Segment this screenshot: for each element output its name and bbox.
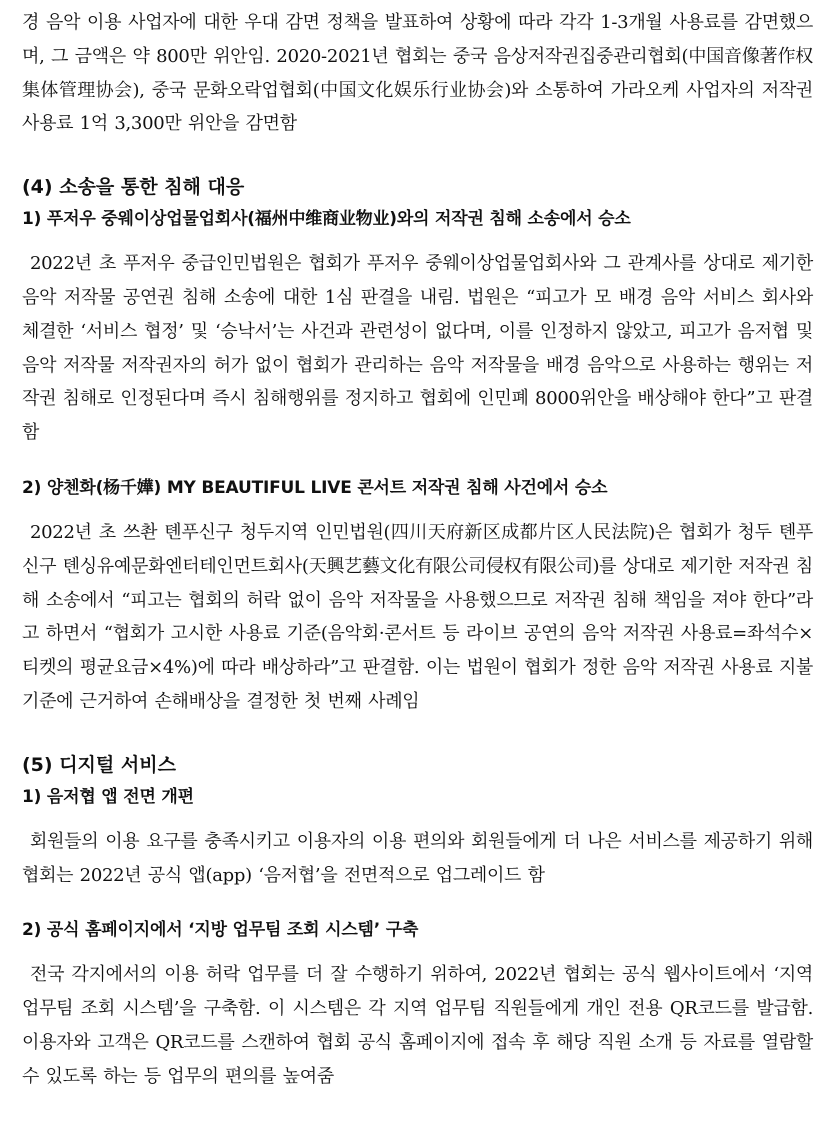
section-4-item-2-title: 2) 양첸화(杨千嬅) MY BEAUTIFUL LIVE 콘서트 저작권 침해 사건에서 승소 [22, 477, 608, 498]
section-5-item-1-title: 1) 음저협 앱 전면 개편 [22, 786, 194, 807]
section-4-item-1-title: 1) 푸저우 중웨이상업물업회사(福州中维商业物业)와의 저작권 침해 소송에서 승소 [22, 209, 631, 230]
intro-paragraph: 경 음악 이용 사업자에 대한 우대 감면 정책을 발표하여 상황에 따라 각각 1-3개월 사용료를 감면했으며, 그 금액은 약 800만 위안임. 2020-2021년 협회는 중국 음상저작권집중관리협회(中国音像著作权集体管理协会), 중국 문화오락업협회(中国文化娱乐行业协会)와 소통하여 가라오케 사업자의 저작권 사용료 1억 3,300만 위안을 감면함 [22, 12, 813, 135]
section-4-item-1-body: 2022년 초 푸저우 중급인민법원은 협회가 푸저우 중웨이상업물업회사와 그 관계사를 상대로 제기한 음악 저작물 공연권 침해 소송에 대한 1심 판결을 내림. 법원은 “피고가 모 배경 음악 서비스 회사와 체결한 ‘서비스 협정’ 및 ‘승낙서’는 사건과 관련성이 없다며, 이를 인정하지 않았고, 피고가 음저협 및 음악 저작물 저작권자의 허가 없이 협회가 관리하는 음악 저작물을 배경 음악으로 사용하는 행위는 저작권 침해로 인정된다며 즉시 침해행위를 정지하고 협회에 인민폐 8000위안을 배상해야 한다”고 판결함 [22, 253, 813, 444]
section-5-item-2-title: 2) 공식 홈페이지에서 ‘지방 업무팀 조회 시스템’ 구축 [22, 920, 419, 941]
section-5-item-1-body: 회원들의 이용 요구를 충족시키고 이용자의 이용 편의와 회원들에게 더 나은 서비스를 제공하기 위해 협회는 2022년 공식 앱(app) ‘음저협’을 전면적으로 업그레이드 함 [22, 830, 813, 886]
section-4-item-2-body: 2022년 초 쓰촨 톈푸신구 청두지역 인민법원(四川天府新区成都片区人民法院)은 협회가 청두 톈푸신구 톈싱유예문화엔터테인먼트회사(天興艺藝文化有限公司侵权有限公司)를 상대로 제기한 저작권 침해 소송에서 “피고는 협회의 허락 없이 음악 저작물을 사용했으므로 저작권 침해 책임을 져야 한다”라고 하면서 “협회가 고시한 사용료 기준(음악회·콘서트 등 라이브 공연의 음악 저작권 사용료=좌석수×티켓의 평균요금×4%)에 따라 배상하라”고 판결함. 이는 법원이 협회가 정한 음악 저작권 사용료 지불 기준에 근거하여 손해배상을 결정한 첫 번째 사례임 [22, 521, 813, 712]
section-5-item-2-body: 전국 각지에서의 이용 허락 업무를 더 잘 수행하기 위하여, 2022년 협회는 공식 웹사이트에서 ‘지역 업무팀 조회 시스템’을 구축함. 이 시스템은 각 지역 업무팀 직원들에게 개인 전용 QR코드를 발급함. 이용자와 고객은 QR코드를 스캔하여 협회 공식 홈페이지에 접속 후 해당 직원 소개 등 자료를 열람할 수 있도록 하는 등 업무의 편의를 높여줌 [22, 964, 813, 1087]
section-5-heading: (5) 디지털 서비스 [22, 753, 176, 776]
section-4-heading: (4) 소송을 통한 침해 대응 [22, 176, 245, 199]
